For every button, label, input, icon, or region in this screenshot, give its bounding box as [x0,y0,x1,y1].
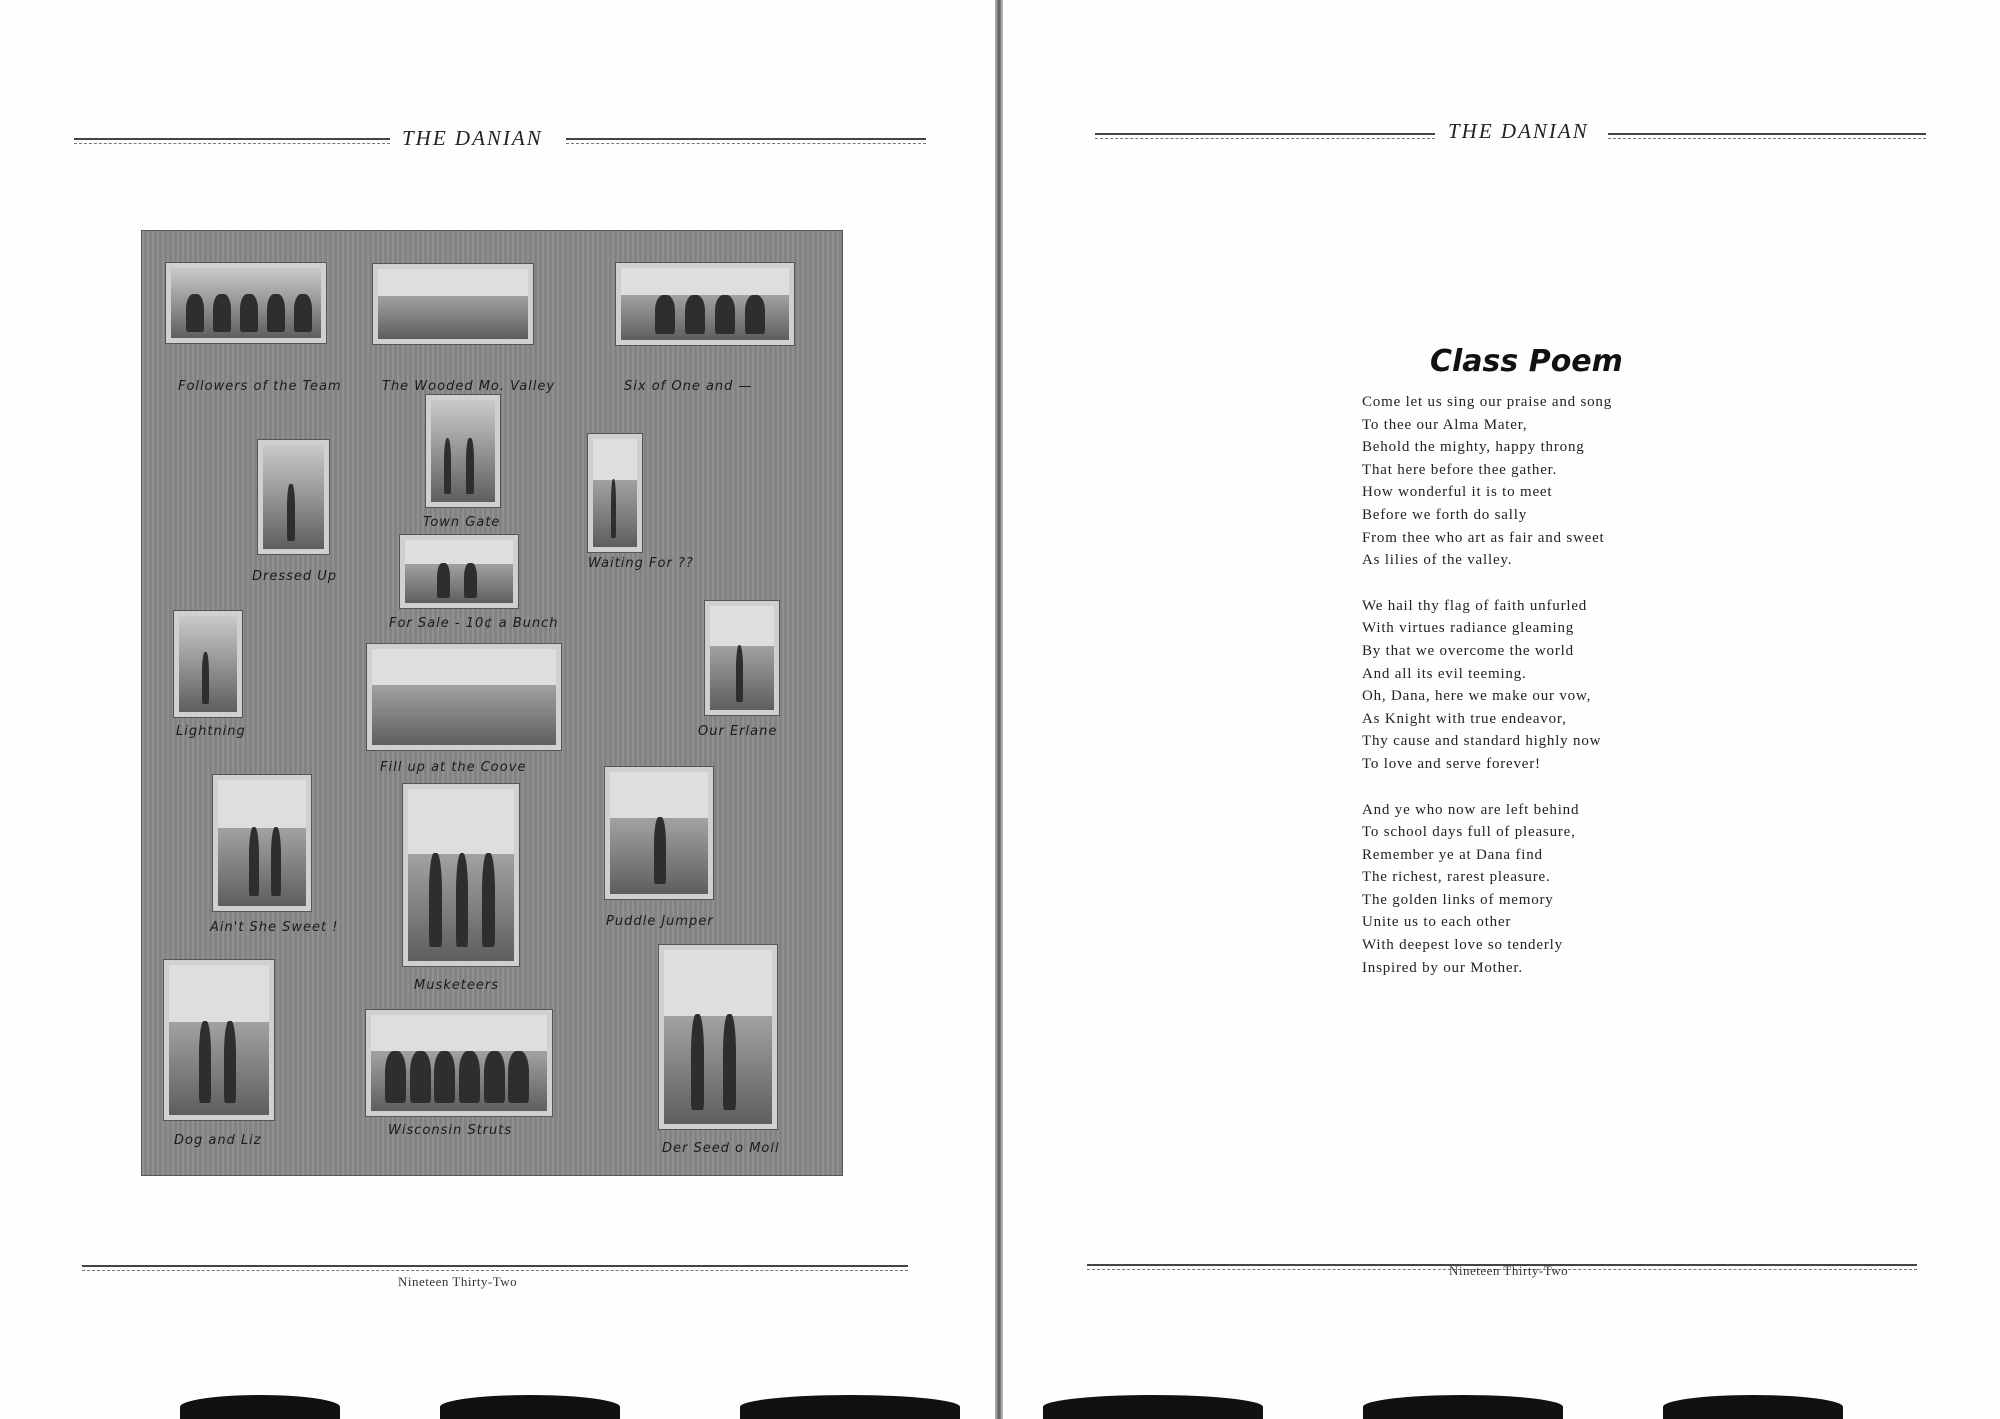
poem-line: And ye who now are left behind [1362,801,1580,818]
poem-line: That here before thee gather. [1362,461,1558,478]
photo-our-erlane [705,601,779,715]
poem-stanza [1362,595,1612,776]
running-head: THE DANIAN [402,126,543,150]
binding-shadow [1363,1395,1563,1419]
photo-collage-board [141,230,843,1176]
photo-puddle-jumper [605,767,713,899]
caption-for-sale: For Sale - 10¢ a Bunch [389,616,559,631]
poem-line: To thee our Alma Mater, [1362,416,1528,433]
header-rule-left-dash [1095,138,1435,139]
caption-dressed-up: Dressed Up [252,569,338,584]
poem-line: Come let us sing our praise and song [1362,394,1613,410]
photo-musketeers [403,784,519,966]
poem-line: How wonderful it is to meet [1362,484,1553,501]
caption-der-seed: Der Seed o Moll [662,1141,780,1156]
header-rule-right-dash [1608,138,1926,139]
poem-line: To school days full of pleasure, [1362,824,1576,841]
page-footer: Nineteen Thirty-Two [1449,1263,1569,1278]
caption-aint-she-sweet: Ain't She Sweet ! [210,920,339,935]
photo-aint-she-sweet [213,775,311,911]
caption-our-erlane: Our Erlane [698,724,778,739]
book-spine [995,0,1003,1419]
page-footer: Nineteen Thirty-Two [398,1274,518,1289]
poem-line: We hail thy flag of faith unfurled [1362,597,1588,614]
poem-line: To love and serve forever! [1362,755,1541,772]
poem-line: From thee who art as fair and sweet [1362,529,1605,546]
poem-line: By that we overcome the world [1362,642,1574,659]
caption-followers: Followers of the Team [178,379,342,394]
photo-town-gate [426,395,500,507]
footer-rule-dash [82,1270,908,1271]
poem-line: As Knight with true endeavor, [1362,710,1567,727]
binding-shadow [1043,1395,1263,1419]
caption-waiting-for: Waiting For ?? [588,556,694,571]
photo-lightning [174,611,242,717]
photo-wooded-valley [373,264,533,344]
photo-six-of-one [616,263,794,345]
poem-line: Thy cause and standard highly now [1362,733,1602,750]
poem-line: Unite us to each other [1362,914,1512,931]
poem-line: Behold the mighty, happy throng [1362,439,1585,456]
poem-line: With virtues radiance gleaming [1362,620,1575,637]
caption-six-of-one: Six of One and — [624,379,753,394]
footer-rule [82,1265,908,1267]
photo-der-seed [659,945,777,1129]
photo-dog-and-liz [164,960,274,1120]
header-rule-left [1095,133,1435,135]
caption-fill-up: Fill up at the Coove [380,760,527,775]
header-rule-right [566,138,926,140]
caption-musketeers: Musketeers [414,978,499,993]
header-rule-left [74,138,390,140]
poem-line: The richest, rarest pleasure. [1362,869,1551,886]
left-page [0,0,995,1419]
photo-for-sale [400,535,518,608]
caption-dog-and-liz: Dog and Liz [174,1133,262,1148]
caption-puddle-jumper: Puddle Jumper [606,914,714,929]
caption-lightning: Lightning [176,724,246,739]
binding-shadow [440,1395,620,1419]
photo-dressed-up [258,440,329,554]
poem-line: Before we forth do sally [1362,506,1527,523]
poem-stanza [1362,391,1612,572]
binding-shadow [180,1395,340,1419]
photo-fill-up [367,644,561,750]
caption-wooded-valley: The Wooded Mo. Valley [382,379,556,394]
poem-line: And all its evil teeming. [1362,665,1527,682]
poem-line: Oh, Dana, here we make our vow, [1362,688,1592,705]
poem-line: Inspired by our Mother. [1362,959,1523,976]
poem-title: Class Poem [1430,344,1623,379]
caption-town-gate: Town Gate [423,515,501,530]
photo-waiting-for [588,434,642,552]
binding-shadow [740,1395,960,1419]
poem-line: The golden links of memory [1362,891,1554,908]
class-poem [1362,391,1612,1002]
poem-line: With deepest love so tenderly [1362,937,1563,954]
caption-wisconsin-struts: Wisconsin Struts [388,1123,513,1138]
photo-wisconsin-struts [366,1010,552,1116]
photo-followers [166,263,326,343]
header-rule-left-dash [74,143,390,144]
poem-line: Remember ye at Dana find [1362,846,1543,863]
binding-shadow [1663,1395,1843,1419]
header-rule-right [1608,133,1926,135]
poem-line: As lilies of the valley. [1362,552,1513,569]
running-head: THE DANIAN [1448,119,1589,143]
header-rule-right-dash [566,143,926,144]
poem-stanza [1362,799,1612,980]
